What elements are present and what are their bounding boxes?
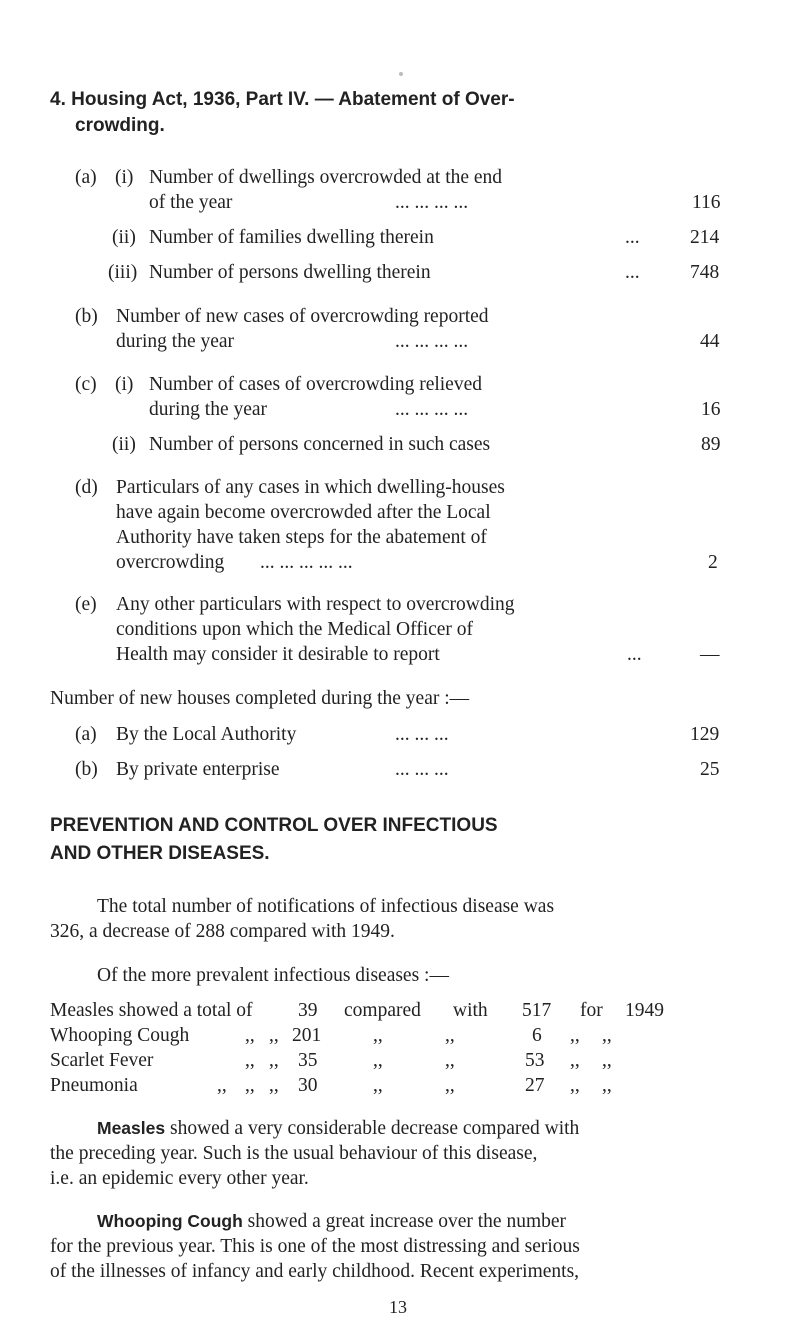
value-a-iii: 748 (690, 262, 720, 283)
item-c-i-text2: during the year (149, 399, 268, 420)
ditto-mark: ,, (373, 1075, 383, 1096)
item-d-text1: Particulars of any cases in which dwelling-houses (116, 477, 505, 498)
total-value: 39 (298, 1000, 318, 1021)
whooping-heading: Whooping Cough (97, 1211, 243, 1231)
ditto-mark: ,, (602, 1025, 612, 1046)
para1-line1: The total number of notifications of infectious disease was (97, 896, 555, 917)
whooping-text1: showed a great increase over the number (247, 1211, 567, 1232)
whooping-text2: for the previous year. This is one of the most distressing and serious (50, 1236, 580, 1257)
new-houses-b-text: By private enterprise (116, 759, 280, 780)
value-c-ii: 89 (701, 434, 721, 455)
whooping-paragraph-line1 (97, 1211, 566, 1233)
leader-dots: ... ... ... (395, 759, 449, 780)
leader-dots: ... ... ... ... (395, 192, 469, 213)
value-new-houses-b: 25 (700, 759, 720, 780)
ditto-mark: ,, (445, 1025, 455, 1046)
previous-value: 53 (525, 1050, 545, 1071)
total-value: 35 (298, 1050, 318, 1071)
leader-dots: ... ... ... ... (395, 399, 469, 420)
value-d: 2 (708, 552, 718, 573)
item-c-i-text1: Number of cases of overcrowding relieved (149, 374, 482, 395)
for-cell: for (580, 1000, 603, 1021)
measles-text1: showed a very considerable decrease compared with (169, 1118, 580, 1139)
item-e-text1: Any other particulars with respect to overcrowding (116, 594, 515, 615)
new-houses-intro: Number of new houses completed during the year :— (50, 688, 470, 709)
value-new-houses-a: 129 (690, 724, 720, 745)
item-d-label: (d) (75, 477, 98, 498)
item-c-label: (c) (75, 374, 97, 395)
total-value: 30 (298, 1075, 318, 1096)
item-c-ii-label: (ii) (112, 434, 136, 455)
ditto-mark: ,, (445, 1050, 455, 1071)
housing-title-line1: 4. Housing Act, 1936, Part IV. — Abatement of Over- (50, 89, 515, 110)
leader-dots: ... ... ... ... ... (260, 552, 353, 573)
ditto-mark: ,, (245, 1050, 255, 1071)
item-b-label: (b) (75, 306, 98, 327)
item-a-iii-label: (iii) (108, 262, 138, 283)
ditto-mark: ,, (373, 1050, 383, 1071)
ditto-mark: ,, (373, 1025, 383, 1046)
total-value: 201 (292, 1025, 322, 1046)
measles-text3: i.e. an epidemic every other year. (50, 1168, 309, 1189)
item-e-text2: conditions upon which the Medical Officer of (116, 619, 474, 640)
item-e-text3: Health may consider it desirable to report (116, 644, 440, 665)
item-a-ii-label: (ii) (112, 227, 136, 248)
item-b-text2: during the year (116, 331, 235, 352)
item-a-i-text2: of the year (149, 192, 233, 213)
ditto-mark: ,, (269, 1050, 279, 1071)
item-a-iii-text: Number of persons dwelling therein (149, 262, 431, 283)
ditto-mark: ,, (602, 1075, 612, 1096)
item-c-ii-text: Number of persons concerned in such cases (149, 434, 491, 455)
ditto-mark: ,, (269, 1025, 279, 1046)
disease-name: Pneumonia (50, 1075, 138, 1096)
item-a-i-text1: Number of dwellings overcrowded at the end (149, 167, 503, 188)
ditto-mark: ,, (217, 1075, 227, 1096)
new-houses-a-text: By the Local Authority (116, 724, 297, 745)
with-cell: with (453, 1000, 488, 1021)
value-c-i: 16 (701, 399, 721, 420)
ditto-mark: ,, (245, 1025, 255, 1046)
leader-dots: ... (627, 644, 642, 665)
whooping-text3: of the illnesses of infancy and early childhood. Recent experiments, (50, 1261, 580, 1282)
diseases-intro: Of the more prevalent infectious diseases :— (97, 965, 449, 986)
compared-cell: compared (344, 1000, 421, 1021)
prevention-title-line2: AND OTHER DISEASES. (50, 843, 270, 864)
item-c-i-label: (i) (115, 374, 134, 395)
item-a-i-label: (i) (115, 167, 134, 188)
value-e: — (700, 644, 720, 665)
leader-dots: ... ... ... (395, 724, 449, 745)
new-houses-a-label: (a) (75, 724, 97, 745)
housing-title-line2: crowding. (75, 115, 165, 136)
item-a-ii-text: Number of families dwelling therein (149, 227, 434, 248)
item-e-label: (e) (75, 594, 97, 615)
ditto-mark: ,, (269, 1075, 279, 1096)
value-a-i: 116 (692, 192, 721, 213)
scan-speck (399, 72, 403, 76)
leader-dots: ... (625, 227, 640, 248)
new-houses-b-label: (b) (75, 759, 98, 780)
leader-dots: ... ... ... ... (395, 331, 469, 352)
previous-value: 6 (532, 1025, 542, 1046)
disease-name: Whooping Cough (50, 1025, 190, 1046)
item-a-label: (a) (75, 167, 97, 188)
measles-text2: the preceding year. Such is the usual behaviour of this disease, (50, 1143, 538, 1164)
item-b-text1: Number of new cases of overcrowding reported (116, 306, 489, 327)
para1-line2: 326, a decrease of 288 compared with 1949. (50, 921, 395, 942)
page-number: 13 (389, 1297, 407, 1317)
measles-heading: Measles (97, 1118, 166, 1138)
item-d-text3: Authority have taken steps for the abatement of (116, 527, 487, 548)
leader-dots: ... (625, 262, 640, 283)
ditto-mark: ,, (570, 1025, 580, 1046)
ditto-mark: ,, (445, 1075, 455, 1096)
ditto-mark: ,, (570, 1075, 580, 1096)
previous-value: 517 (522, 1000, 552, 1021)
item-d-text2: have again become overcrowded after the Local (116, 502, 491, 523)
ditto-mark: ,, (570, 1050, 580, 1071)
ditto-mark: ,, (602, 1050, 612, 1071)
disease-name: Scarlet Fever (50, 1050, 154, 1071)
prevention-title-line1: PREVENTION AND CONTROL OVER INFECTIOUS (50, 815, 498, 836)
value-a-ii: 214 (690, 227, 720, 248)
year-cell: 1949 (625, 1000, 664, 1021)
disease-name: Measles showed a total of (50, 1000, 253, 1021)
value-b: 44 (700, 331, 720, 352)
measles-paragraph-line1 (97, 1118, 579, 1140)
ditto-mark: ,, (245, 1075, 255, 1096)
item-d-text4: overcrowding (116, 552, 225, 573)
previous-value: 27 (525, 1075, 545, 1096)
